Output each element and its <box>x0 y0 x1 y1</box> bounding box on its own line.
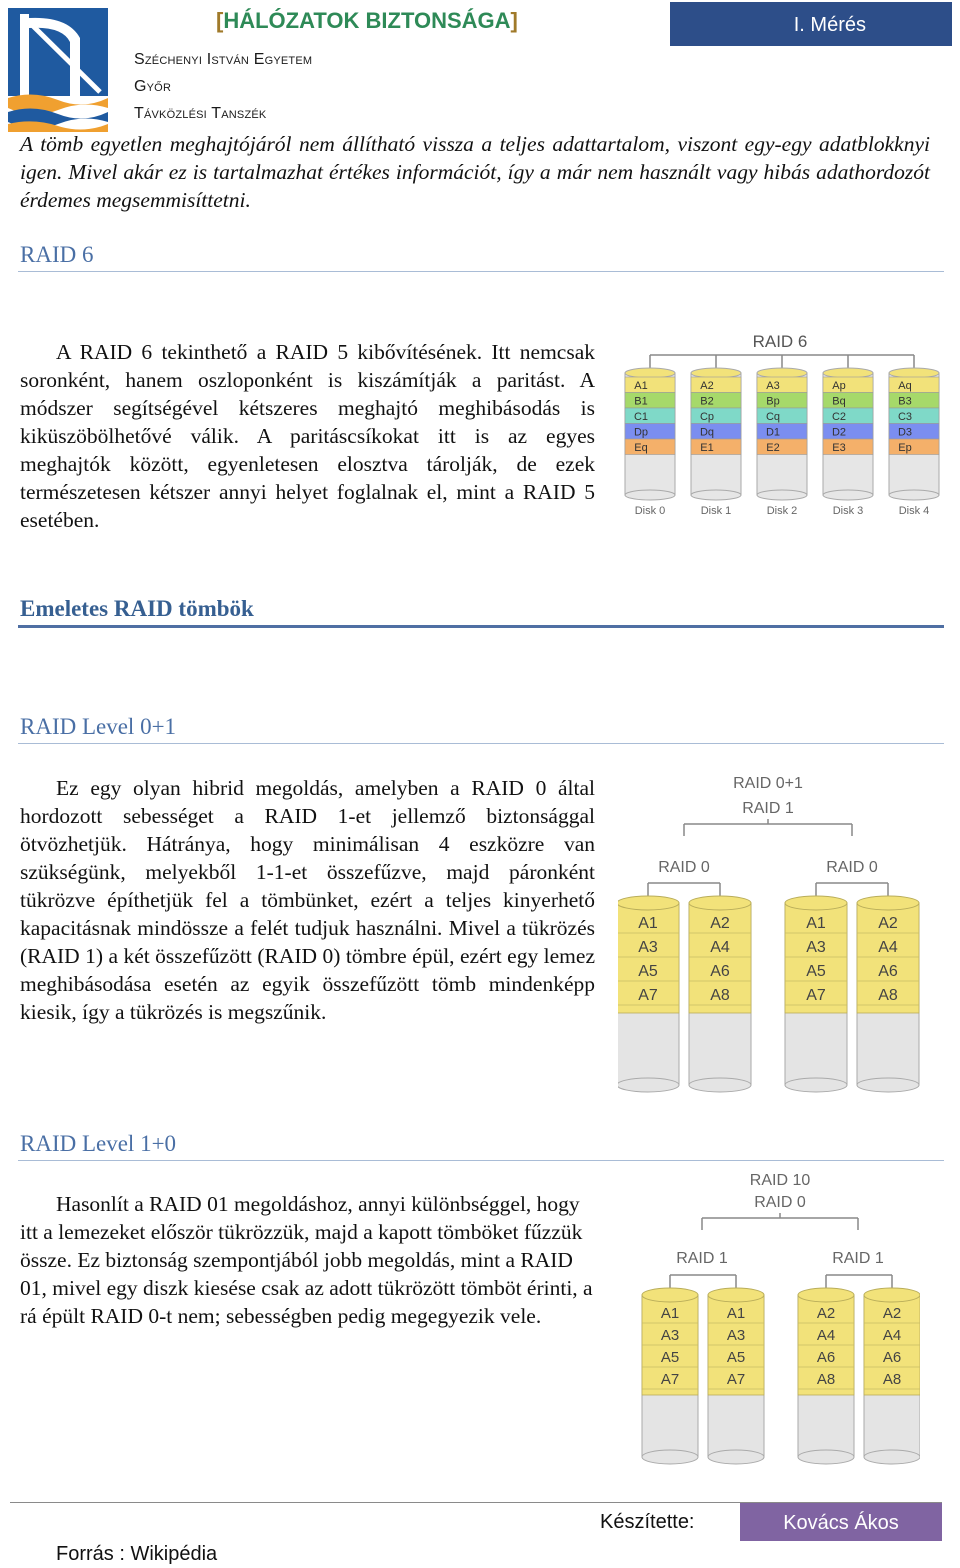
disk-bottom <box>689 1078 751 1092</box>
block-label: A6 <box>816 1349 836 1366</box>
data-block <box>823 439 873 455</box>
block-label: E3 <box>832 442 846 454</box>
disk-bottom <box>642 1450 698 1464</box>
block-label: A6 <box>882 1349 902 1366</box>
title-bracket-close: ] <box>510 8 518 33</box>
block-label: A3 <box>726 1327 746 1344</box>
block-label: B1 <box>634 395 648 408</box>
disk-top <box>642 1288 698 1302</box>
raid10-paragraph: Hasonlít a RAID 01 megoldáshoz, annyi különbséggel, hogy itt a lemezeket először tükrözzük, majd a kapott tömböket fűzzük össze. Ez biztonság szempontjából jobb megoldás, mint a RAID 01, mivel egy diszk kiesése csak az adott tükrözött tömböt érinti, a rá épült RAID 0-t nem; sebességben pedig megegyezik vele. <box>20 1192 593 1328</box>
measurement-band <box>670 2 952 46</box>
raid6-paragraph: A RAID 6 tekinthető a RAID 5 kibővítésének. Itt nemcsak soronként, hanem oszloponként is kiszámítják a paritást. A módszer segítségével kétszeres meghajtó meghibásodás is kiküszöbölhetővé válik. A paritáscsíkokat itt is az egyes meghajtók között, egyenletesen elosztva tárolják, de ezek természetesen kétszer annyi helyet foglalnak el, mint a RAID 5 esetében. <box>20 340 595 532</box>
block-label: A1 <box>634 380 648 392</box>
disk-label: Disk 2 <box>766 505 798 517</box>
title-text: HÁLÓZATOK BIZTONSÁGA <box>223 8 511 33</box>
block-label: Bp <box>766 395 780 408</box>
data-block <box>889 424 939 440</box>
disk-label: Disk 1 <box>700 505 732 517</box>
disk-top <box>798 1288 854 1302</box>
data-block <box>757 393 807 409</box>
data-block <box>625 439 675 455</box>
disk-top <box>618 896 679 910</box>
block-label: A8 <box>710 987 730 1004</box>
block-label: E2 <box>766 442 780 454</box>
data-block <box>823 424 873 440</box>
block-label: A2 <box>710 915 730 932</box>
block-label: Aq <box>898 380 912 392</box>
block-label: A5 <box>638 963 658 980</box>
data-block <box>889 408 939 424</box>
disk-top <box>864 1288 920 1302</box>
disk-top <box>823 368 873 378</box>
heading-rule <box>18 1160 944 1161</box>
disk-bottom <box>857 1078 919 1092</box>
data-block <box>757 377 807 393</box>
block-label: A7 <box>806 987 826 1004</box>
disk-top <box>689 896 751 910</box>
block-label: C1 <box>633 411 649 423</box>
block-label: A1 <box>806 915 826 932</box>
heading-raid6: RAID 6 <box>20 242 94 267</box>
source-note: Forrás : Wikipédia <box>56 1543 218 1565</box>
intro-paragraph: A tömb egyetlen meghajtójáról nem állítható vissza a teljes adattartalom, viszont egy-egy adatblokknyi igen. Mivel akár ez is tartalmazhat értékes információt, így a már nem használt vagy hibás adathordozót érdemes megsemmisíttetni. <box>20 132 930 212</box>
data-block <box>691 424 741 440</box>
data-block <box>823 393 873 409</box>
data-block <box>691 408 741 424</box>
block-label: A6 <box>710 963 730 980</box>
block-label: B2 <box>700 395 714 408</box>
diagram-sub-label: RAID 0 <box>754 1194 806 1211</box>
block-label: Bq <box>832 395 846 408</box>
block-label: A4 <box>816 1327 836 1344</box>
raid01-paragraph: Ez egy olyan hibrid megoldás, amelyben a RAID 0 által hordozott sebességet a RAID 1-et jellemző biztonsággal ötvözhetjük. Hátránya, hogy minimálisan 4 eszközre van szükségünk, melyekből 1-1-et összefűzve, majd páronként tükrözve építhetjük fel a tömbünket, ezért a teljes kinyerhető kapacitásnak mindössze a felét tudjuk használni. Mivel a tükrözés (RAID 1) a két összefűzött (RAID 0) tömbre épül, ezért egy lemez meghibásodása esetén az egyik összefűzött tömb mindenképp kiesik, így a tükrözés is megszűnik. <box>20 776 595 1024</box>
disk-label: Disk 3 <box>832 505 864 517</box>
header-title <box>216 8 518 34</box>
block-label: A4 <box>878 939 898 956</box>
disk-top <box>757 368 807 378</box>
block-label: A6 <box>878 963 898 980</box>
block-label: A1 <box>660 1305 680 1322</box>
heading-rule-thick <box>18 625 944 628</box>
data-block <box>625 377 675 393</box>
block-label: A4 <box>882 1327 902 1344</box>
heading-rule <box>18 743 944 744</box>
disk-top <box>625 368 675 378</box>
disk-label: Disk 0 <box>634 505 666 517</box>
disk-bottom <box>889 490 939 500</box>
group-label: RAID 1 <box>832 1250 884 1267</box>
author-name: Kovács Ákos <box>740 1503 942 1541</box>
block-label: A5 <box>726 1349 746 1366</box>
university-city: Győr <box>134 78 172 95</box>
block-label: D3 <box>897 426 913 439</box>
block-label: Ap <box>832 380 846 392</box>
block-label: A1 <box>638 915 658 932</box>
raid6-diagram <box>615 325 945 525</box>
block-label: A3 <box>638 939 658 956</box>
block-label: A7 <box>660 1371 680 1388</box>
raid01-diagram <box>618 768 943 1093</box>
data-block <box>823 377 873 393</box>
block-label: A1 <box>726 1305 746 1322</box>
data-block <box>625 393 675 409</box>
block-label: A7 <box>638 987 658 1004</box>
group-label: RAID 0 <box>658 859 710 876</box>
disk-bottom <box>708 1450 764 1464</box>
block-label: A2 <box>882 1305 902 1322</box>
block-label: A8 <box>882 1371 902 1388</box>
block-label: Dp <box>633 426 649 439</box>
disk-bottom <box>625 490 675 500</box>
department-name: Távközlési Tanszék <box>134 105 267 122</box>
data-block <box>889 377 939 393</box>
measurement-label: I. Mérés <box>793 14 866 36</box>
data-block <box>757 439 807 455</box>
block-label: E1 <box>700 442 714 454</box>
block-label: C2 <box>831 411 847 423</box>
block-label: A8 <box>816 1371 836 1388</box>
disk-top <box>785 896 847 910</box>
data-block <box>625 408 675 424</box>
block-label: D1 <box>765 426 781 439</box>
heading-nested-raid: Emeletes RAID tömbök <box>20 596 254 621</box>
block-label: Cp <box>699 411 715 423</box>
data-block <box>757 424 807 440</box>
block-label: A5 <box>660 1349 680 1366</box>
block-label: Cq <box>765 411 781 423</box>
disk-bottom <box>691 490 741 500</box>
data-block <box>889 439 939 455</box>
heading-rule <box>18 271 944 272</box>
disk-top <box>889 368 939 378</box>
data-block <box>757 408 807 424</box>
block-label: A3 <box>806 939 826 956</box>
university-name: Széchenyi István Egyetem <box>134 51 313 68</box>
block-label: Eq <box>634 442 648 454</box>
disk-bottom <box>823 490 873 500</box>
block-label: Dq <box>699 426 715 439</box>
block-label: A2 <box>878 915 898 932</box>
data-block <box>691 439 741 455</box>
data-block <box>889 393 939 409</box>
disk-label: Disk 4 <box>898 505 930 517</box>
block-label: A3 <box>660 1327 680 1344</box>
data-block <box>823 408 873 424</box>
disk-bottom <box>798 1450 854 1464</box>
block-label: Ep <box>898 442 912 454</box>
heading-raid10: RAID Level 1+0 <box>20 1131 177 1156</box>
block-label: A5 <box>806 963 826 980</box>
block-label: D2 <box>831 426 847 439</box>
data-block <box>691 393 741 409</box>
raid6-diagram-title: RAID 6 <box>752 332 808 351</box>
diagram-sub-label: RAID 1 <box>742 800 794 817</box>
data-block <box>625 424 675 440</box>
block-label: B3 <box>898 395 912 408</box>
block-label: A7 <box>726 1371 746 1388</box>
disk-top <box>857 896 919 910</box>
disk-top <box>708 1288 764 1302</box>
group-label: RAID 0 <box>826 859 878 876</box>
disk-bottom <box>757 490 807 500</box>
block-label: A3 <box>766 380 780 392</box>
data-block <box>691 377 741 393</box>
disk-bottom <box>618 1078 679 1092</box>
disk-top <box>691 368 741 378</box>
group-label: RAID 1 <box>676 1250 728 1267</box>
diagram-top-label: RAID 10 <box>749 1172 811 1189</box>
title-bracket-open: [ <box>216 8 224 33</box>
block-label: A8 <box>878 987 898 1004</box>
disk-bottom <box>785 1078 847 1092</box>
raid10-diagram <box>640 1165 920 1465</box>
heading-raid01: RAID Level 0+1 <box>20 714 177 739</box>
disk-bottom <box>864 1450 920 1464</box>
block-label: A2 <box>816 1305 836 1322</box>
block-label: A2 <box>700 380 714 392</box>
diagram-top-label: RAID 0+1 <box>733 775 803 792</box>
made-by-label: Készítette: <box>600 1511 695 1533</box>
university-logo <box>8 8 108 132</box>
block-label: A4 <box>710 939 730 956</box>
block-label: C3 <box>897 411 913 423</box>
